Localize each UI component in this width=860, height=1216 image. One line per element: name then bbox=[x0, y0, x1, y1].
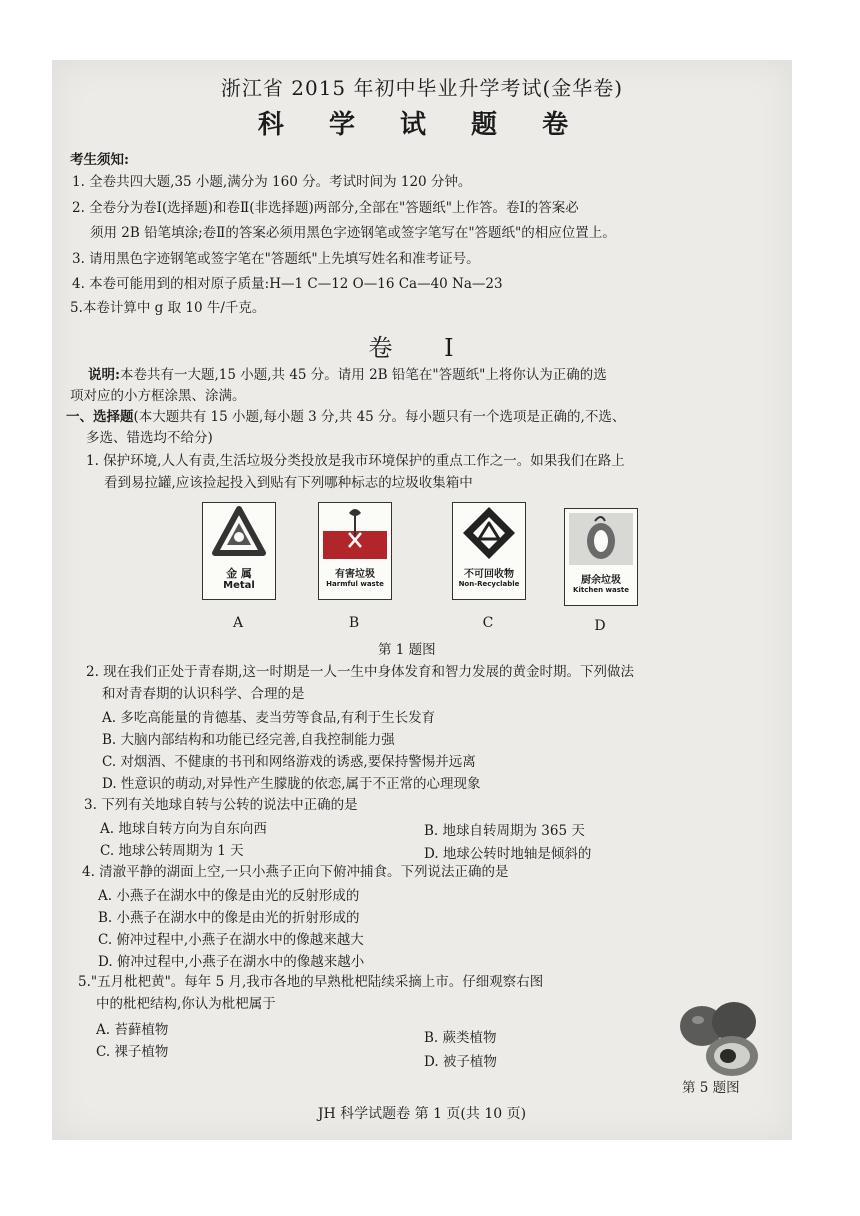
recycle-sign-non-recyclable bbox=[452, 502, 526, 600]
q4-option-b: B. 小燕子在湖水中的像是由光的折射形成的 bbox=[98, 910, 360, 926]
q5-option-a: A. 苔藓植物 bbox=[96, 1022, 169, 1038]
kitchen-waste-icon bbox=[565, 509, 637, 569]
harmful-label-cn: 有害垃圾 bbox=[335, 569, 375, 580]
notice-item-1: 1. 全卷共四大题,35 小题,满分为 160 分。考试时间为 120 分钟。 bbox=[72, 174, 472, 190]
part-line2: 多选、错选均不给分) bbox=[86, 430, 213, 446]
non-recyclable-icon bbox=[453, 503, 525, 563]
q5-option-b: B. 蕨类植物 bbox=[424, 1030, 497, 1046]
q5-option-c: C. 裸子植物 bbox=[96, 1044, 169, 1060]
option-letter-c: C bbox=[482, 615, 494, 631]
notice-heading: 考生须知: bbox=[70, 152, 129, 168]
metal-label-en: Metal bbox=[223, 580, 255, 591]
q2-option-c: C. 对烟酒、不健康的书刊和网络游戏的诱惑,要保持警惕并远离 bbox=[102, 754, 476, 770]
recycle-sign-kitchen bbox=[564, 508, 638, 606]
option-letter-a: A bbox=[232, 615, 244, 631]
harmful-label-en: Harmful waste bbox=[326, 580, 384, 588]
section-note-line2: 项对应的小方框涂黑、涂满。 bbox=[70, 388, 246, 404]
notice-item-5: 5.本卷计算中 g 取 10 牛/千克。 bbox=[70, 300, 266, 316]
q2-option-b: B. 大脑内部结构和功能已经完善,自我控制能力强 bbox=[102, 732, 395, 748]
q1-caption: 第 1 题图 bbox=[378, 642, 436, 658]
q5-text-line1: 5."五月枇杷黄"。每年 5 月,我市各地的早熟枇杷陆续采摘上市。仔细观察右图 bbox=[78, 974, 544, 990]
option-letter-d: D bbox=[594, 618, 606, 634]
q4-text-line1: 4. 清澈平静的湖面上空,一只小燕子正向下俯冲捕食。下列说法正确的是 bbox=[82, 864, 509, 880]
section-note-line1: 本卷共有一大题,15 小题,共 45 分。请用 2B 铅笔在"答题纸"上将你认为正确的选 bbox=[119, 367, 607, 383]
part-line1: (本大题共有 15 小题,每小题 3 分,共 45 分。每小题只有一个选项是正确的,不选、 bbox=[133, 409, 626, 425]
q3-option-a: A. 地球自转方向为自东向西 bbox=[100, 821, 267, 837]
q2-option-a: A. 多吃高能量的肯德基、麦当劳等食品,有利于生长发育 bbox=[102, 710, 436, 726]
exam-subtitle: 科 学 试 题 卷 bbox=[257, 110, 587, 140]
notice-item-4: 4. 本卷可能用到的相对原子质量:H—1 C—12 O—16 Ca—40 Na—23 bbox=[72, 276, 503, 292]
q3-option-b: B. 地球自转周期为 365 天 bbox=[424, 823, 585, 839]
notice-item-2: 2. 全卷分为卷Ⅰ(选择题)和卷Ⅱ(非选择题)两部分,全部在"答题纸"上作答。卷Ⅰ的答案必 bbox=[72, 200, 579, 216]
page-footer: JH 科学试题卷 第 1 页(共 10 页) bbox=[317, 1106, 527, 1122]
metal-label-cn: 金 属 bbox=[226, 567, 252, 580]
exam-title: 浙江省 2015 年初中毕业升学考试(金华卷) bbox=[220, 76, 624, 100]
q3-option-d: D. 地球公转时地轴是倾斜的 bbox=[424, 846, 592, 862]
loquat-fruit-image bbox=[672, 1000, 768, 1080]
q5-option-d: D. 被子植物 bbox=[424, 1054, 497, 1070]
section-title: 卷 Ⅰ bbox=[368, 334, 476, 362]
q2-option-d: D. 性意识的萌动,对异性产生朦胧的依恋,属于不正常的心理现象 bbox=[102, 776, 481, 792]
q3-text-line1: 3. 下列有关地球自转与公转的说法中正确的是 bbox=[84, 797, 358, 813]
metal-recycle-icon bbox=[203, 503, 275, 563]
part-label: 一、选择题 bbox=[66, 409, 134, 425]
q5-text-line2: 中的枇杷结构,你认为枇杷属于 bbox=[96, 996, 276, 1012]
notice-item-3: 3. 请用黑色字迹钢笔或签字笔在"答题纸"上先填写姓名和准考证号。 bbox=[72, 251, 480, 267]
q1-text-line1: 1. 保护环境,人人有责,生活垃圾分类投放是我市环境保护的重点工作之一。如果我们在路上 bbox=[86, 453, 625, 469]
q3-option-c: C. 地球公转周期为 1 天 bbox=[100, 843, 244, 859]
section-note bbox=[88, 365, 607, 385]
section-note-label: 说明: bbox=[88, 367, 120, 383]
q4-option-d: D. 俯冲过程中,小燕子在湖水中的像越来越小 bbox=[98, 954, 365, 970]
q5-caption: 第 5 题图 bbox=[682, 1080, 740, 1096]
non-recyclable-label-cn: 不可回收物 bbox=[464, 569, 514, 580]
q4-option-c: C. 俯冲过程中,小燕子在湖水中的像越来越大 bbox=[98, 932, 364, 948]
recycle-sign-harmful bbox=[318, 502, 392, 600]
non-recyclable-label-en: Non-Recyclable bbox=[458, 580, 520, 588]
recycle-sign-metal bbox=[202, 502, 276, 600]
notice-item-2-cont: 须用 2B 铅笔填涂;卷Ⅱ的答案必须用黑色字迹钢笔或签字笔写在"答题纸"的相应位置上。 bbox=[90, 225, 616, 241]
q1-text-line2: 看到易拉罐,应该捡起投入到贴有下列哪种标志的垃圾收集箱中 bbox=[104, 475, 473, 491]
q4-option-a: A. 小燕子在湖水中的像是由光的反射形成的 bbox=[98, 888, 360, 904]
harmful-waste-icon bbox=[319, 503, 391, 563]
option-letter-b: B bbox=[348, 615, 360, 631]
q2-text-line2: 和对青春期的认识科学、合理的是 bbox=[102, 686, 305, 702]
exam-paper bbox=[52, 60, 792, 1140]
q2-text-line1: 2. 现在我们正处于青春期,这一时期是一人一生中身体发育和智力发展的黄金时期。下列做法 bbox=[86, 664, 634, 680]
kitchen-label-en: Kitchen waste bbox=[573, 586, 629, 594]
kitchen-label-cn: 厨余垃圾 bbox=[581, 575, 621, 586]
part-heading bbox=[66, 407, 625, 427]
